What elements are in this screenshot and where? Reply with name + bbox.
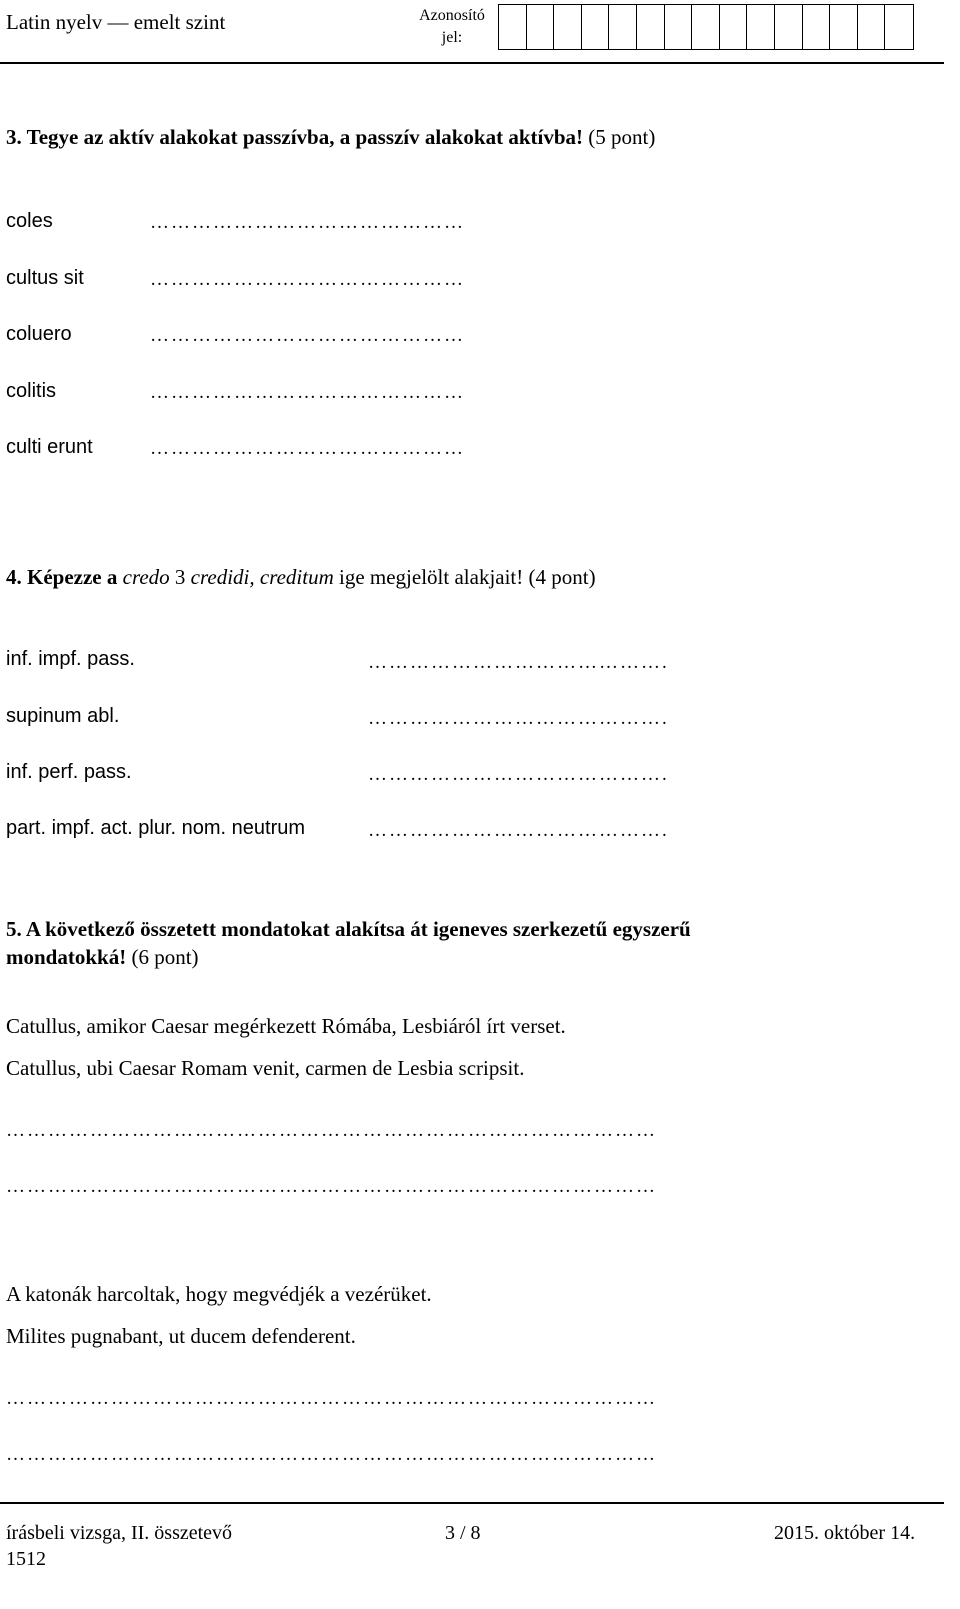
task-5-points: (6 pont) [131,945,199,969]
id-box[interactable] [858,5,886,49]
id-box[interactable] [527,5,555,49]
task-3-answer-line-5[interactable]: ……………………………………… [150,438,465,459]
id-box[interactable] [803,5,831,49]
task-3-item-4: colitis [6,380,57,402]
task-5-title-line-2 [6,942,199,972]
task-5-sentence-2-latin: Milites pugnabant, ut ducem defenderent. [6,1324,356,1348]
task-5-sentence-1-hungarian: Catullus, amikor Caesar megérkezett Rómába, Lesbiáról írt verset. [6,1014,566,1038]
id-box[interactable] [499,5,527,49]
id-box[interactable] [720,5,748,49]
task-5-sentence-1-latin: Catullus, ubi Caesar Romam venit, carmen de Lesbia scripsit. [6,1056,525,1080]
task-4-answer-line-1[interactable]: ……………………………………. [368,652,669,673]
task-4-answer-line-3[interactable]: ……………………………………. [368,764,669,785]
task-3-answer-line-3[interactable]: ……………………………………… [150,325,465,346]
id-label-line2: jel: [441,29,463,46]
task-5-title-line-2-text: mondatokká! [6,945,127,969]
task-4-title [6,562,596,592]
id-box[interactable] [775,5,803,49]
header-divider [0,62,944,64]
id-box[interactable] [582,5,610,49]
footer-exam-date: 2015. október 14. [774,1522,916,1544]
footer-page-number: 3 / 8 [445,1522,481,1544]
task-4-item-3: inf. perf. pass. [6,761,132,783]
task-5-answer-line-1[interactable]: ………………………………………………………………………………… [6,1120,657,1141]
task-3-item-3: coluero [6,323,72,345]
id-box[interactable] [830,5,858,49]
id-label-line1: Azonosító [419,7,485,24]
task-4-title-italic-2: credidi, creditum [190,565,334,589]
id-box[interactable] [747,5,775,49]
id-box[interactable] [665,5,693,49]
task-3-title-text: 3. Tegye az aktív alakokat passzívba, a passzív alakokat aktívba! [6,125,584,149]
task-4-answer-line-4[interactable]: ……………………………………. [368,820,669,841]
task-5-answer-line-2[interactable]: ………………………………………………………………………………… [6,1176,657,1197]
task-3-answer-line-1[interactable]: ……………………………………… [150,212,465,233]
id-box[interactable] [609,5,637,49]
task-3-item-2: cultus sit [6,267,84,289]
task-3-title [6,122,655,152]
task-4-answer-line-2[interactable]: ……………………………………. [368,708,669,729]
task-4-title-suffix: ige megjelölt alakjait! [339,565,524,589]
task-5-sentence-2-hungarian: A katonák harcoltak, hogy megvédjék a vezérüket. [6,1282,432,1306]
task-3-answer-line-2[interactable]: ……………………………………… [150,269,465,290]
id-label [412,5,492,49]
task-3-item-1: coles [6,210,53,232]
id-box[interactable] [554,5,582,49]
task-4-item-2: supinum abl. [6,705,120,727]
task-4-title-italic-1: credo [122,565,170,589]
task-4-item-1: inf. impf. pass. [6,648,135,670]
id-box[interactable] [637,5,665,49]
task-4-item-4: part. impf. act. plur. nom. neutrum [6,817,306,839]
id-box[interactable] [692,5,720,49]
task-4-points: (4 pont) [528,565,596,589]
task-5-title-line-1: 5. A következő összetett mondatokat alakítsa át igeneves szerkezetű egyszerű [6,917,691,941]
footer-exam-label: írásbeli vizsga, II. összetevő [6,1522,233,1544]
task-3-points: (5 pont) [588,125,656,149]
footer-divider [0,1502,944,1504]
task-4-title-prefix: 4. Képezze a [6,565,118,589]
task-5-answer-line-3[interactable]: ………………………………………………………………………………… [6,1388,657,1409]
task-5-answer-line-4[interactable]: ………………………………………………………………………………… [6,1444,657,1465]
id-box[interactable] [885,5,913,49]
footer-exam-code: 1512 [6,1548,46,1570]
task-3-item-5: culti erunt [6,436,93,458]
task-3-answer-line-4[interactable]: ……………………………………… [150,382,465,403]
id-input-boxes[interactable] [498,4,914,50]
task-4-title-middle: 3 [174,565,186,589]
page-header-title: Latin nyelv — emelt szint [6,10,226,34]
